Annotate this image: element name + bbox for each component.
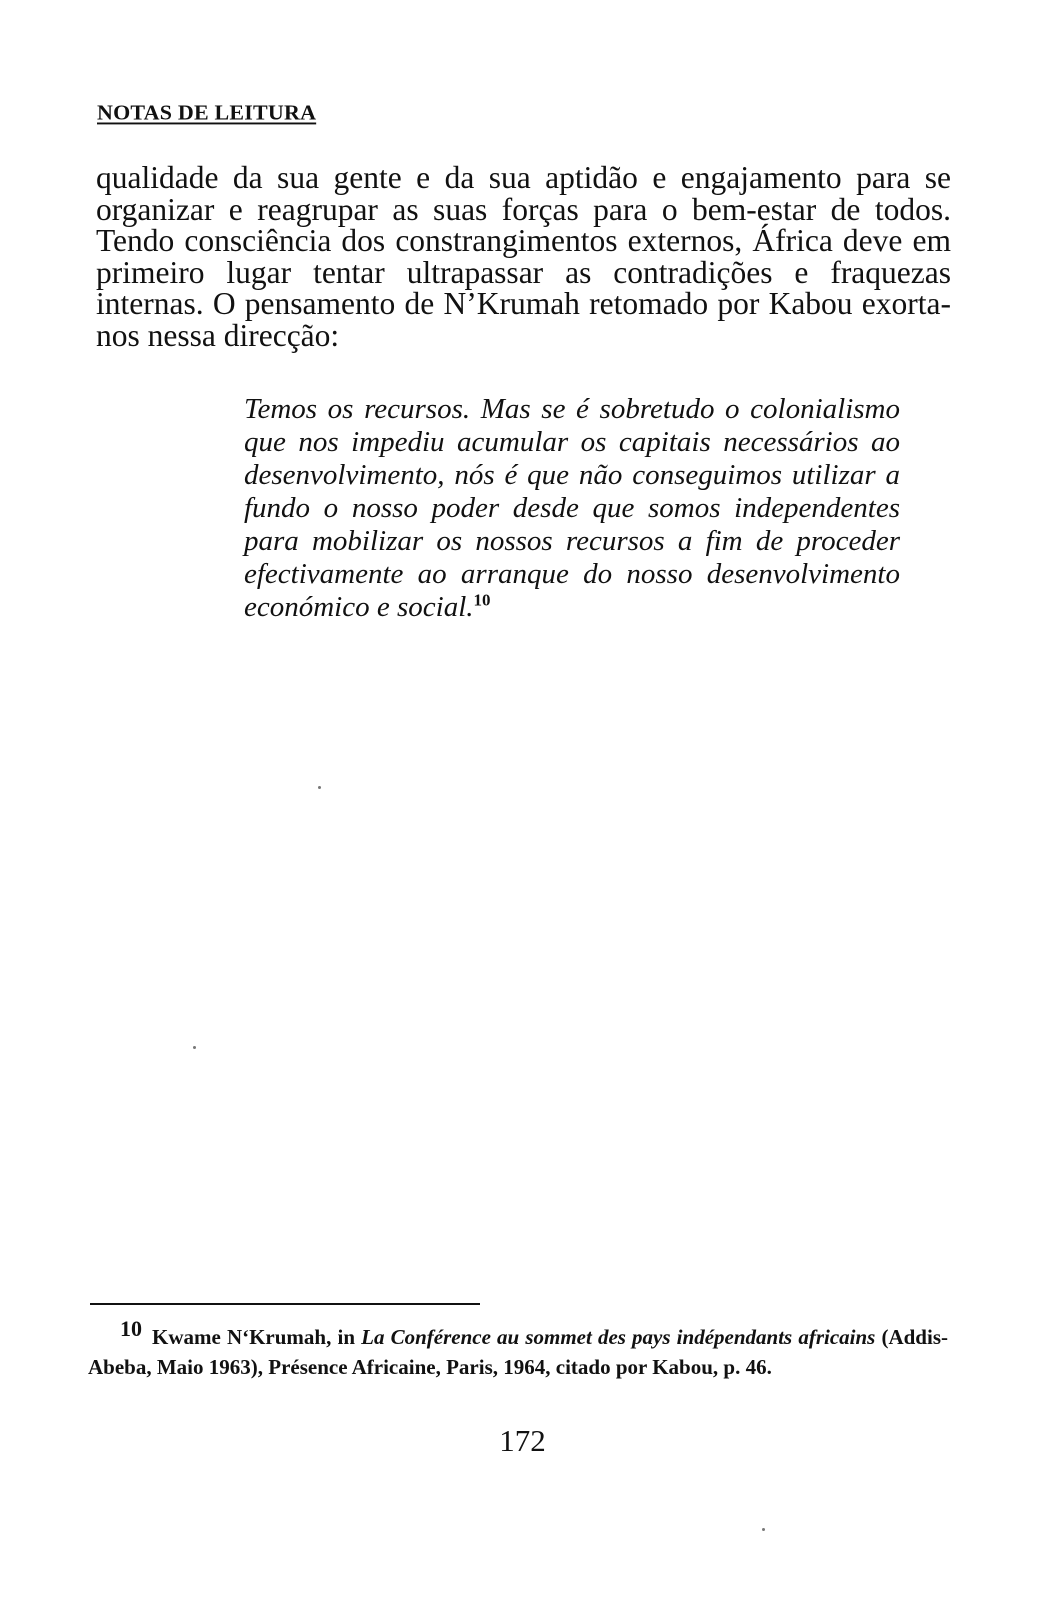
footnote-number: 10 [120,1316,142,1341]
page-number: 172 [499,1423,546,1458]
quote-text: Temos os recursos. Mas se é sobretudo o colonialismo que nos impediu acumular os capitais necessários ao desenvolvimento, nós é que não conseguimos utilizar a fundo o nosso poder desde que somos independentes para mobilizar os nossos recursos a fim de proceder efectivamente ao arranque do nosso desenvolvimento económico e social. [244,393,900,623]
footnote-divider [90,1303,480,1305]
scan-speck [318,786,321,789]
block-quote [244,393,900,624]
footnote-details: (Addis-Abeba, Maio 1963), Présence Africaine, Paris, 1964, citado por Kabou, p. 46. [88,1325,948,1379]
footnote-title: La Conférence au sommet des pays indépendants africains [361,1325,876,1349]
footnote-author: Kwame N‘Krumah, in [152,1325,355,1349]
body-paragraph: qualidade da sua gente e da sua aptidão e engajamento para se organizar e reagrupar as suas forças para o bem-estar de todos. Tendo consciência dos constrangimentos externos, África deve em primeiro lugar tentar ultrapassar as contradições e fraquezas internas. O pensamento de N’Krumah retomado por Kabou exorta-nos nessa direcção: [96,160,951,353]
scan-speck [762,1528,765,1531]
scan-speck [193,1046,196,1049]
running-head: NOTAS DE LEITURA [97,100,317,125]
footnote-reference: 10 [473,590,491,610]
footnote [88,1316,948,1382]
